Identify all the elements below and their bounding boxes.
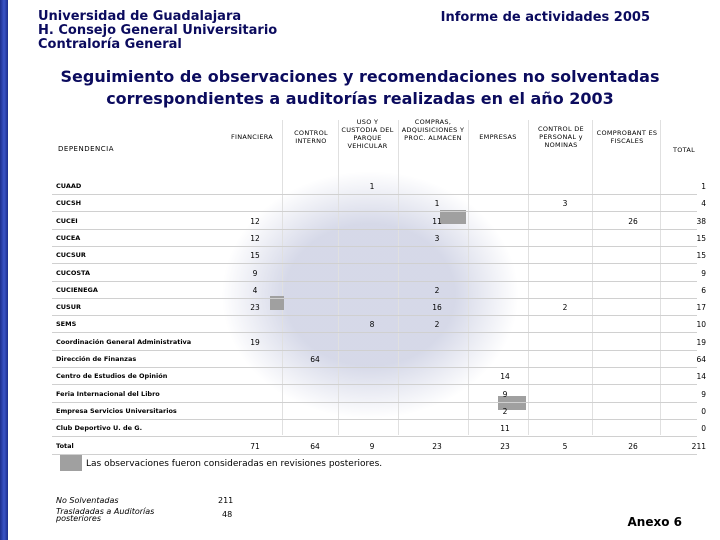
row-dependencia: CUCEI: [56, 216, 78, 225]
cell-uso: 1: [369, 182, 375, 191]
cell-compras: 23: [432, 441, 442, 451]
cell-fin: 15: [250, 251, 260, 261]
cell-total: 4: [701, 199, 706, 209]
cell-fin: 12: [250, 233, 260, 243]
cell-total: 38: [696, 216, 706, 226]
cell-personal: 5: [562, 441, 568, 451]
row-dependencia: CUCOSTA: [56, 268, 90, 277]
col-control-interno: CONTROL INTERNO: [294, 129, 328, 145]
cell-total: 19: [696, 337, 706, 347]
col-financiera: FINANCIERA: [230, 133, 274, 141]
report-title: Informe de actividades 2005: [440, 10, 650, 25]
cell-empresas: 14: [500, 372, 510, 382]
table-row: [52, 368, 706, 385]
row-dependencia: Feria Internacional del Libro: [56, 389, 160, 398]
title-line-1: Seguimiento de observaciones y recomendaciones no solventadas: [60, 67, 660, 86]
table-row: [52, 178, 706, 195]
cell-empresas: 9: [502, 389, 508, 399]
cell-fin: 23: [250, 303, 260, 313]
cell-compras: 2: [434, 285, 440, 295]
cell-empresas: 23: [500, 441, 510, 451]
col-total: TOTAL: [672, 146, 696, 154]
cell-comp: 26: [628, 216, 638, 226]
cell-fin: 12: [250, 216, 260, 226]
council-name: H. Consejo General Universitario: [38, 23, 278, 38]
cell-compras: 2: [434, 320, 440, 330]
cell-total: 17: [696, 303, 706, 313]
row-dependencia: CUCIENEGA: [56, 285, 98, 294]
row-divider: [52, 454, 697, 455]
cell-personal: 2: [562, 303, 568, 313]
cell-empresas: 2: [502, 406, 508, 416]
cell-total: 15: [696, 251, 706, 261]
row-dependencia: Dirección de Finanzas: [56, 355, 137, 363]
col-comprobantes: COMPROBANT ES FISCALES: [596, 129, 658, 145]
legend-text: Las observaciones fueron consideradas en revisiones posteriores.: [86, 459, 383, 469]
col-uso-custodia: USO Y CUSTODIA DEL PARQUE VEHICULAR: [341, 118, 394, 150]
cell-total: 0: [701, 424, 706, 434]
table-row: [52, 247, 706, 264]
cell-total: 0: [701, 406, 706, 416]
cell-fin: 71: [250, 441, 260, 451]
cell-uso: 8: [369, 320, 375, 330]
cell-fin: 9: [252, 268, 258, 278]
row-dependencia: Empresa Servicios Universitarios: [56, 406, 177, 415]
table-row: [52, 230, 706, 247]
row-dependencia: CUCSH: [56, 199, 82, 208]
trasladadas-value: 48: [222, 510, 233, 519]
cell-total: 15: [696, 233, 706, 243]
row-dependencia: CUSUR: [56, 303, 82, 312]
cell-total: 211: [691, 441, 706, 451]
comptroller-name: Contraloría General: [38, 37, 182, 52]
cell-total: 14: [696, 372, 706, 382]
table-row: [52, 213, 706, 230]
title-line-2: correspondientes a auditorías realizadas en el año 2003: [106, 89, 614, 108]
table-row: [52, 438, 706, 455]
cell-comp: 26: [628, 441, 638, 451]
table-row: [52, 299, 706, 316]
cell-total: 10: [696, 320, 706, 330]
row-dependencia: CUCEA: [56, 233, 81, 242]
cell-personal: 3: [562, 199, 568, 209]
table-row: [52, 386, 706, 403]
table-row: [52, 265, 706, 282]
table-row: [52, 316, 706, 333]
row-dependencia: Centro de Estudios de Opinión: [56, 372, 168, 381]
row-dependencia: CUCSUR: [56, 251, 86, 260]
legend-swatch: [60, 455, 82, 471]
university-name: Universidad de Guadalajara: [38, 9, 242, 24]
table-row: [52, 282, 706, 299]
header-institution: [38, 10, 277, 52]
col-control-personal: CONTROL DE PERSONAL y NOMINAS: [538, 125, 584, 149]
anexo-label: Anexo 6: [627, 515, 682, 529]
row-dependencia: Club Deportivo U. de G.: [56, 424, 143, 433]
row-dependencia: Total: [56, 441, 74, 450]
table-row: [52, 195, 706, 212]
cell-fin: 19: [250, 337, 260, 347]
cell-compras: 16: [432, 303, 442, 313]
row-dependencia: CUAAD: [56, 182, 82, 190]
cell-control: 64: [310, 441, 320, 451]
col-dependencia: DEPENDENCIA: [58, 145, 114, 153]
cell-empresas: 11: [500, 424, 510, 434]
row-dependencia: Coordinación General Administrativa: [56, 337, 192, 346]
cell-uso: 9: [369, 441, 375, 451]
cell-total: 6: [701, 285, 706, 295]
row-dependencia: SEMS: [56, 320, 77, 329]
cell-total: 64: [696, 355, 706, 364]
table-row: [52, 403, 706, 420]
table-row: [52, 420, 706, 437]
cell-control: 64: [310, 355, 320, 364]
cell-fin: 4: [252, 285, 258, 295]
no-solventadas-value: 211: [218, 496, 234, 505]
cell-compras: 3: [434, 233, 440, 243]
cell-total: 9: [701, 389, 706, 399]
cell-compras: 1: [434, 199, 440, 209]
col-empresas: EMPRESAS: [479, 133, 517, 141]
no-solventadas-label: No Solventadas: [56, 496, 119, 505]
col-compras: COMPRAS, ADQUISICIONES Y PROC. ALMACEN: [401, 118, 465, 142]
cell-total: 1: [701, 182, 706, 191]
table-row: [52, 351, 706, 368]
table-row: [52, 334, 706, 351]
cell-total: 9: [701, 268, 706, 278]
cell-compras: 11: [432, 216, 442, 226]
trasladadas-label: Trasladadas a Auditorías posteriores: [56, 507, 155, 523]
